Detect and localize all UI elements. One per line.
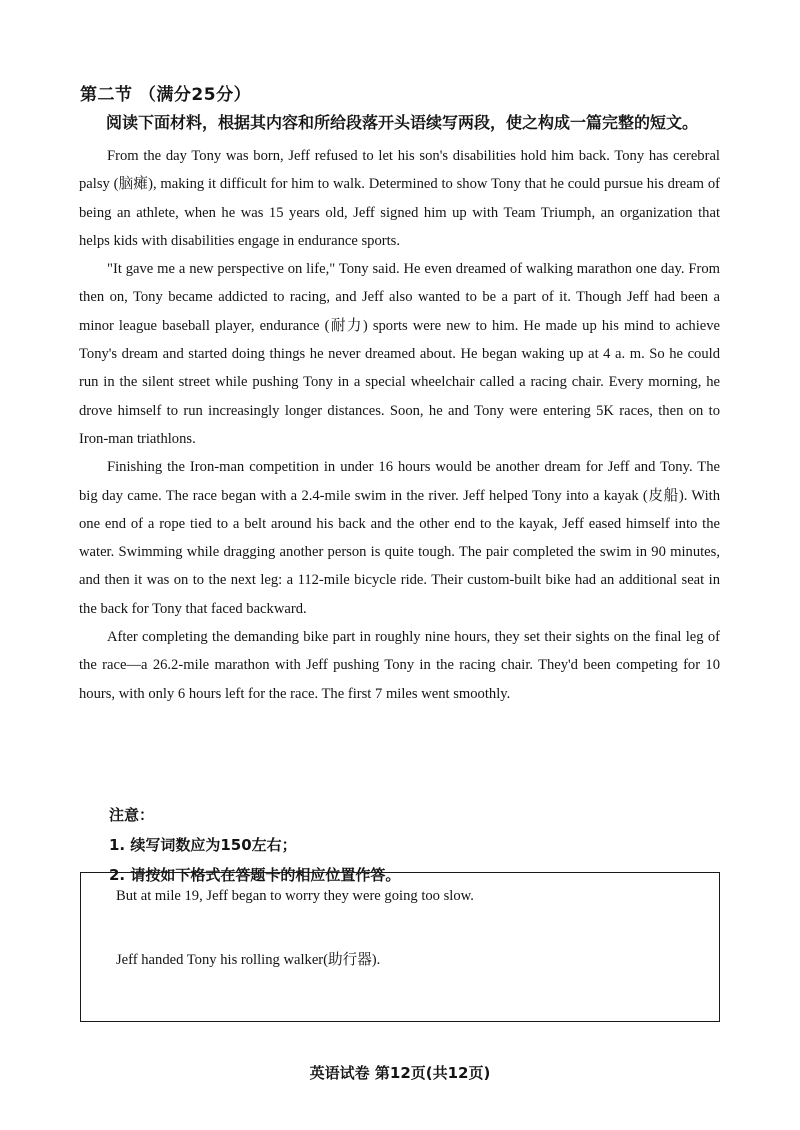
page-footer: 英语试卷 第12页(共12页) [309,1064,491,1082]
notes-item-2: 2. 请按如下格式在答题卡的相应位置作答。 [109,866,401,884]
passage-paragraph-2: "It gave me a new perspective on life," Tony said. He even dreamed of walking marathon one day. From then on, Tony became addicted to racing, and Jeff also wanted to be a part of it. Though Jeff had been a minor league baseball player, endurance (耐力) sports were new to him. He made up his mind to achieve Tony's dream and started doing things he never dreamed about. He began waking up at 4 a. m. So he could run in the silent street while pushing Tony in a special wheelchair called a racing chair. Every morning, he drove himself to run increasingly longer distances. Soon, he and Tony were entering 5K races, then on to Iron-man triathlons. [79,261,720,447]
paragraph-opener-2: Jeff handed Tony his rolling walker(助行器). [116,952,381,968]
notes-heading: 注意： [109,806,155,824]
passage-paragraph-1: From the day Tony was born, Jeff refused to let his son's disabilities hold him back. Tony has cerebral palsy (脑瘫), making it difficult for him to walk. Determined to show Tony that he could pursue his dream of being an athlete, when he was 15 years old, Jeff signed him up with Team Triumph, an organization that helps kids with disabilities engage in endurance sports. [79,148,720,249]
answer-format-box [80,872,720,1022]
paragraph-opener-1: But at mile 19, Jeff began to worry they were going too slow. [116,888,474,904]
passage-paragraph-4: After completing the demanding bike part in roughly nine hours, they set their sights on the final leg of the race—a 26.2-mile marathon with Jeff pushing Tony in the racing chair. They'd been competing for 10 hours, with only 6 hours left for the race. The first 7 miles went smoothly. [79,629,720,702]
reading-passage [79,142,720,708]
notes-item-1: 1. 续写词数应为150左右； [109,836,297,854]
section-instruction: 阅读下面材料，根据其内容和所给段落开头语续写两段，使之构成一篇完整的短文。 [106,113,699,132]
passage-paragraph-3: Finishing the Iron-man competition in under 16 hours would be another dream for Jeff and Tony. The big day came. The race began with a 2.4-mile swim in the river. Jeff helped Tony into a kayak (皮船). With one end of a rope tied to a belt around his back and the other end to the kayak, Jeff eased himself into the water. Swimming while dragging another person is quite tough. The pair completed the swim in 90 minutes, and then it was on to the next leg: a 112-mile bicycle ride. Their custom-built bike had an additional seat in the back for Tony that faced backward. [79,459,720,617]
section-title: 第二节 （满分25分） [80,85,252,105]
